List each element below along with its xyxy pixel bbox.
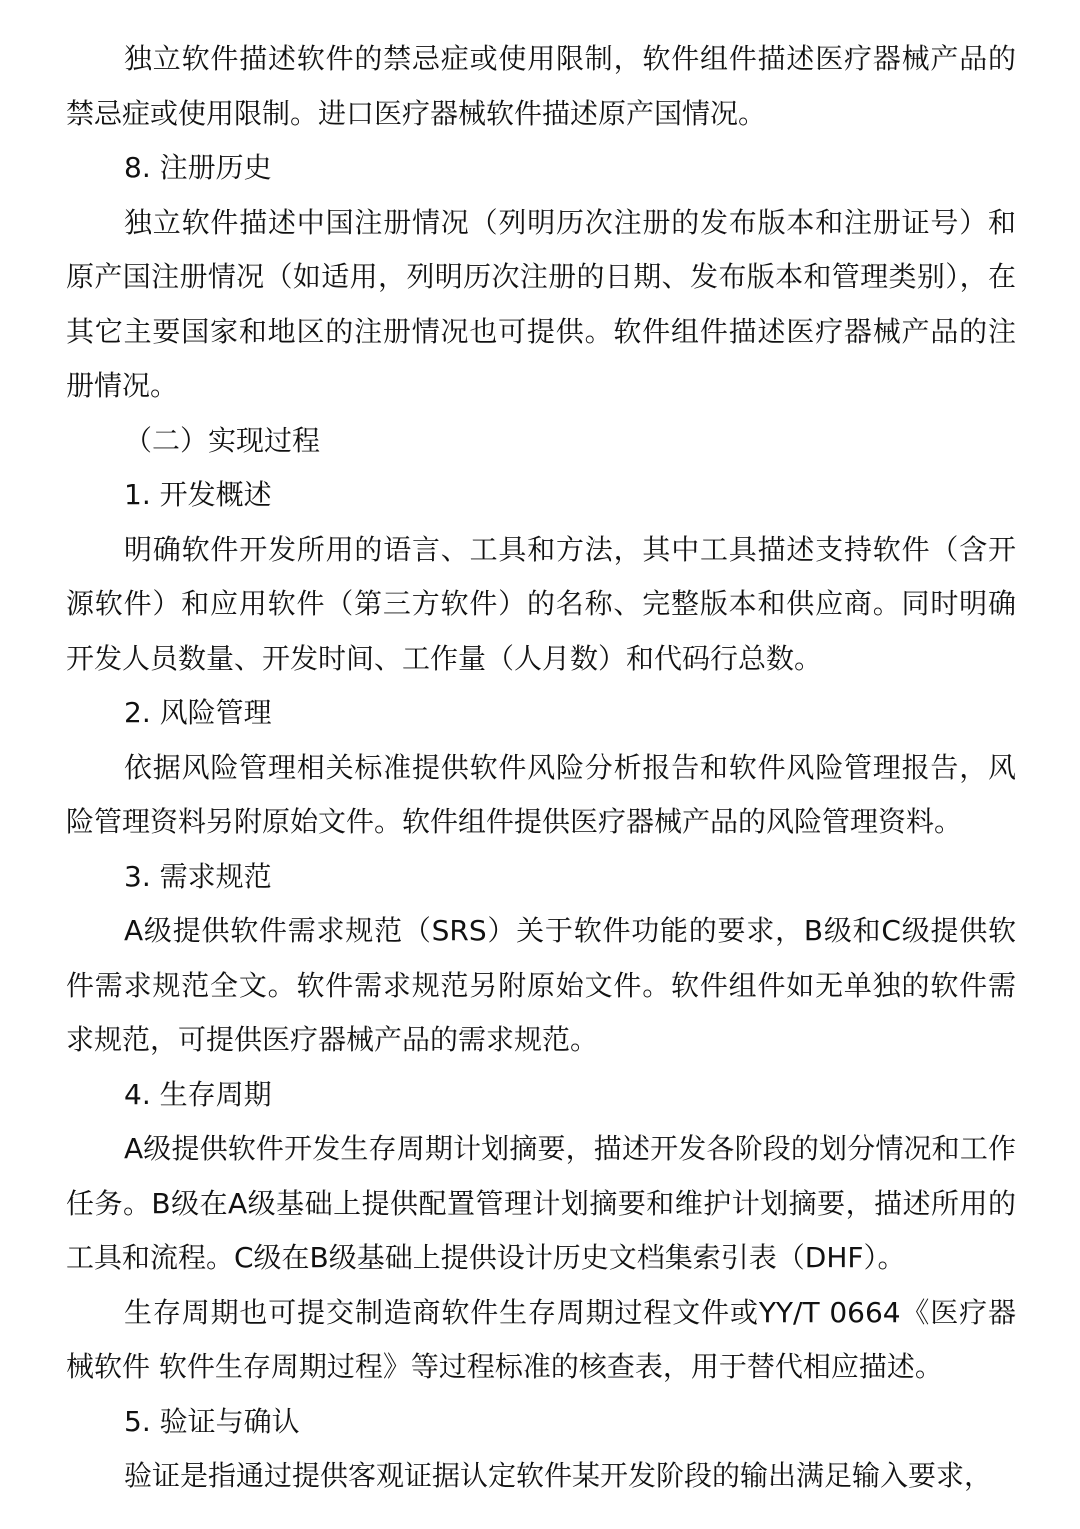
paragraph-registration-history: 独立软件描述中国注册情况（列明历次注册的发布版本和注册证号）和原产国注册情况（如适用，列明历次注册的日期、发布版本和管理类别），在其它主要国家和地区的注册情况也可提供。软件组件描述医疗器械产品的注册情况。 bbox=[66, 205, 1016, 402]
paragraph-contraindications: 独立软件描述软件的禁忌症或使用限制，软件组件描述医疗器械产品的禁忌症或使用限制。进口医疗器械软件描述原产国情况。 bbox=[66, 42, 1016, 130]
paragraph-life-cycle-plan: A级提供软件开发生存周期计划摘要，描述开发各阶段的划分情况和工作任务。B级在A级基础上提供配置管理计划摘要和维护计划摘要，描述所用的工具和流程。C级在B级基础上提供设计历史文档集索引表（DHF）。 bbox=[66, 1132, 1016, 1274]
heading-life-cycle: 4. 生存周期 bbox=[124, 1077, 272, 1111]
paragraph-development-overview: 明确软件开发所用的语言、工具和方法，其中工具描述支持软件（含开源软件）和应用软件（第三方软件）的名称、完整版本和供应商。同时明确开发人员数量、开发时间、工作量（人月数）和代码行总数。 bbox=[66, 532, 1016, 675]
heading-verification-validation: 5. 验证与确认 bbox=[124, 1404, 300, 1438]
paragraph-requirements-specification: A级提供软件需求规范（SRS）关于软件功能的要求，B级和C级提供软件需求规范全文。软件需求规范另附原始文件。软件组件如无单独的软件需求规范，可提供医疗器械产品的需求规范。 bbox=[66, 914, 1016, 1056]
heading-registration-history: 8. 注册历史 bbox=[124, 151, 272, 184]
paragraph-verification: 验证是指通过提供客观证据认定软件某开发阶段的输出满足输入要求， bbox=[124, 1459, 993, 1492]
paragraph-life-cycle-process: 生存周期也可提交制造商软件生存周期过程文件或YY/T 0664《医疗器械软件 软件生存周期过程》等过程标准的核查表，用于替代相应描述。 bbox=[66, 1295, 1016, 1383]
heading-risk-management: 2. 风险管理 bbox=[124, 696, 272, 729]
section-implementation-process: （二）实现过程 bbox=[124, 423, 321, 457]
heading-requirements-specification: 3. 需求规范 bbox=[124, 859, 272, 893]
document-body bbox=[66, 32, 1016, 1504]
heading-development-overview: 1. 开发概述 bbox=[124, 478, 272, 511]
paragraph-risk-management: 依据风险管理相关标准提供软件风险分析报告和软件风险管理报告，风险管理资料另附原始文件。软件组件提供医疗器械产品的风险管理资料。 bbox=[66, 750, 1016, 838]
